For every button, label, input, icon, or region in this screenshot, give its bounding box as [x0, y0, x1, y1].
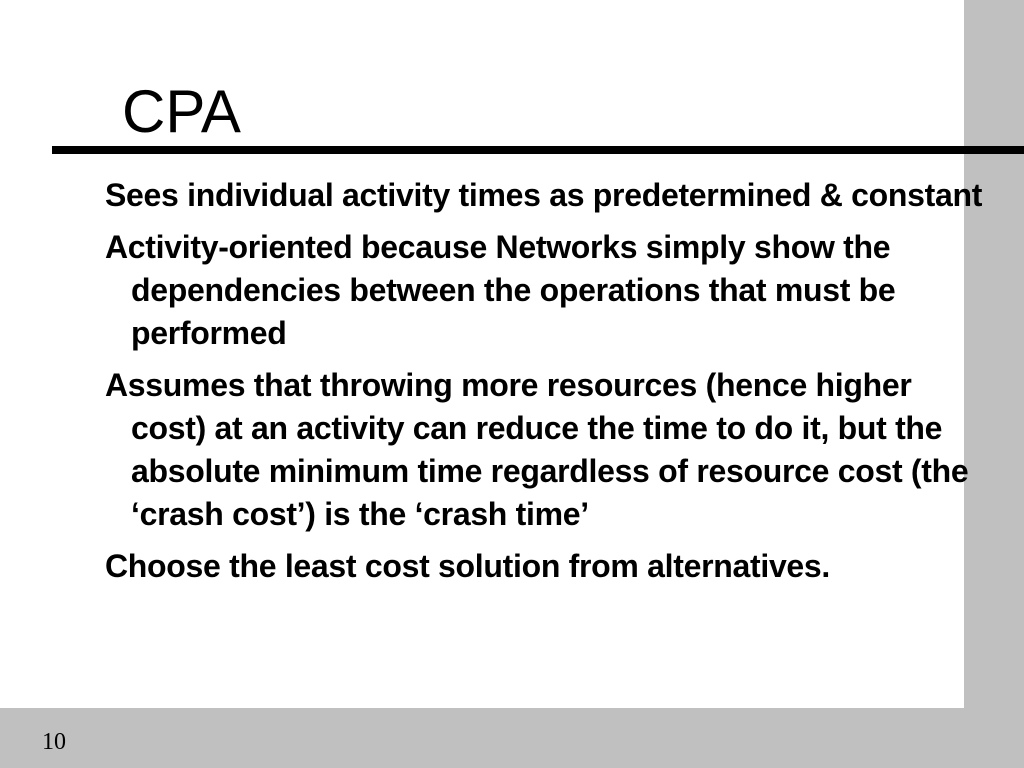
bottom-decorative-band — [0, 708, 1024, 768]
bullet-item: Assumes that throwing more resources (hence higher cost) at an activity can reduce the time to do it, but the absolute minimum time regardless of resource cost (the ‘crash cost’) is the ‘crash time’ — [105, 367, 969, 532]
slide-title: CPA — [122, 78, 241, 145]
bullet-item: Sees individual activity times as predetermined & constant — [105, 177, 983, 213]
bullet-list — [105, 174, 985, 597]
slide-page-number: 10 — [42, 729, 66, 755]
bullet-item: Choose the least cost solution from alternatives. — [105, 548, 831, 584]
bullet-item: Activity-oriented because Networks simply show the dependencies between the operations that must be performed — [105, 229, 896, 351]
title-underline-rule — [52, 146, 1024, 154]
